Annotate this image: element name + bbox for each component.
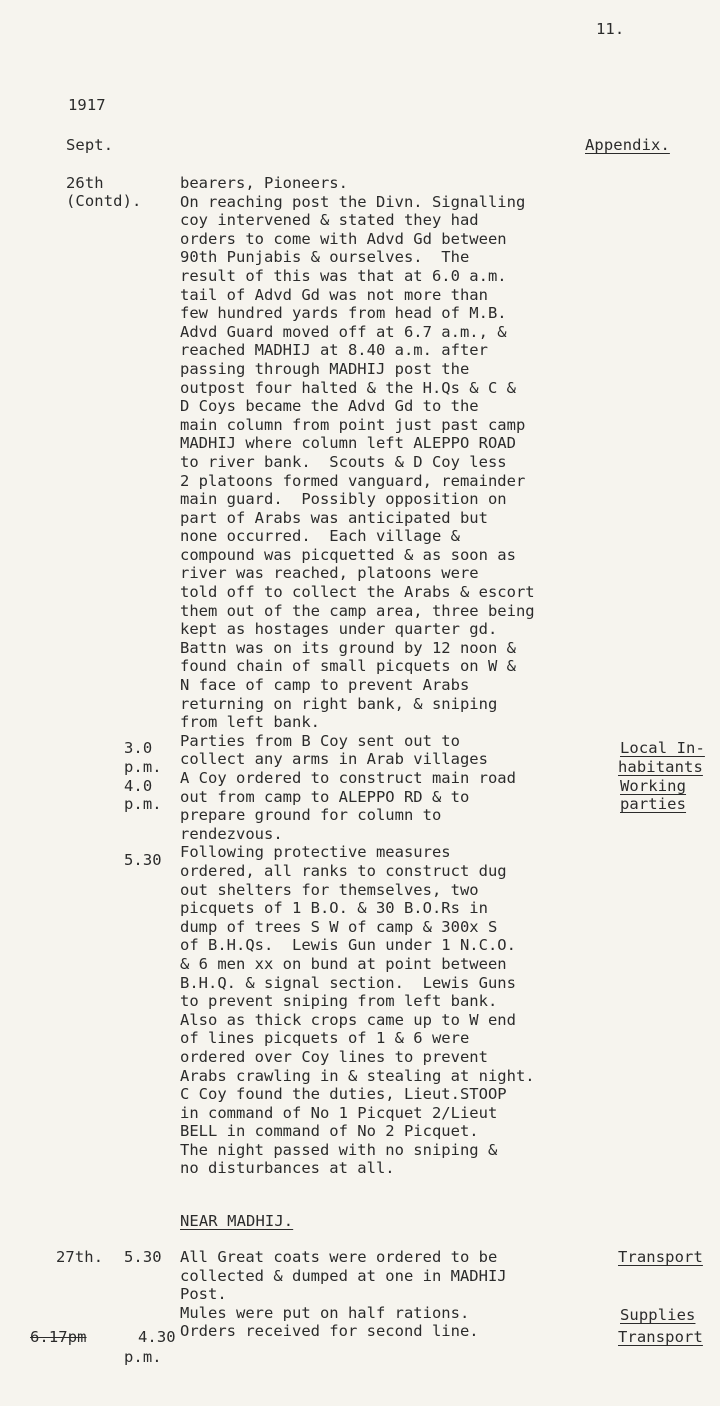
appendix-heading: Appendix. [585, 136, 670, 154]
body-line: Also as thick crops came up to W end [180, 1010, 516, 1029]
body-line: no disturbances at all. [180, 1159, 395, 1178]
body-line: main guard. Possibly opposition on [180, 490, 507, 509]
body-line: ordered, all ranks to construct dug [180, 861, 507, 880]
body-line: result of this was that at 6.0 a.m. [180, 266, 507, 285]
body-line: Parties from B Coy sent out to [180, 731, 460, 750]
diary-body [180, 174, 535, 1178]
body-line: picquets of 1 B.O. & 30 B.O.Rs in [180, 899, 488, 918]
year: 1917 [68, 96, 106, 114]
body-line: collected & dumped at one in MADHIJ [180, 1266, 507, 1285]
body-line: reached MADHIJ at 8.40 a.m. after [180, 341, 488, 360]
diary-body-27th [180, 1248, 507, 1341]
body-line: none occurred. Each village & [180, 527, 460, 546]
body-line: of B.H.Qs. Lewis Gun under 1 N.C.O. [180, 936, 516, 955]
margin-local-inhabitants-2: habitants [618, 758, 703, 776]
body-line: kept as hostages under quarter gd. [180, 620, 498, 639]
body-line: compound was picquetted & as soon as [180, 545, 516, 564]
body-line: passing through MADHIJ post the [180, 359, 470, 378]
time-4-0: 4.0 [124, 777, 153, 795]
body-line: 2 platoons formed vanguard, remainder [180, 471, 526, 490]
body-line: of lines picquets of 1 & 6 were [180, 1029, 470, 1048]
body-line: Following protective measures [180, 843, 451, 862]
body-line: B.H.Q. & signal section. Lewis Guns [180, 973, 516, 992]
body-line: to prevent sniping from left bank. [180, 992, 498, 1011]
body-line: in command of No 1 Picquet 2/Lieut [180, 1103, 498, 1122]
body-line: Orders received for second line. [180, 1322, 479, 1341]
body-line: coy intervened & stated they had [180, 211, 479, 230]
body-line: On reaching post the Divn. Signalling [180, 192, 526, 211]
body-line: told off to collect the Arabs & escort [180, 583, 535, 602]
time-5-30: 5.30 [124, 851, 162, 869]
body-line: MADHIJ where column left ALEPPO ROAD [180, 434, 516, 453]
body-line: All Great coats were ordered to be [180, 1248, 498, 1266]
time-4-30: 4.30 [138, 1328, 176, 1346]
body-line: N face of camp to prevent Arabs [180, 676, 470, 695]
body-line: D Coys became the Advd Gd to the [180, 397, 479, 416]
month: Sept. [66, 136, 114, 154]
body-line: to river bank. Scouts & D Coy less [180, 452, 507, 471]
body-line: out shelters for themselves, two [180, 880, 479, 899]
body-line: The night passed with no sniping & [180, 1140, 498, 1159]
body-line: Mules were put on half rations. [180, 1303, 470, 1322]
body-line: C Coy found the duties, Lieut.STOOP [180, 1085, 507, 1104]
body-line: A Coy ordered to construct main road [180, 769, 516, 787]
body-line: prepare ground for column to [180, 806, 442, 825]
body-line: part of Arabs was anticipated but [180, 508, 488, 527]
body-line: Arabs crawling in & stealing at night. [180, 1066, 535, 1085]
date-contd: (Contd). [66, 192, 142, 210]
body-line: 90th Punjabis & ourselves. The [180, 248, 470, 267]
date-27th: 27th. [56, 1248, 104, 1266]
body-line: few hundred yards from head of M.B. [180, 304, 507, 323]
body-line: found chain of small picquets on W & [180, 657, 516, 676]
body-line: main column from point just past camp [180, 415, 526, 434]
margin-supplies: Supplies [620, 1306, 696, 1324]
body-line: river was reached, platoons were [180, 564, 479, 583]
body-line: returning on right bank, & sniping [180, 694, 498, 713]
body-line: BELL in command of No 2 Picquet. [180, 1122, 479, 1141]
body-line: bearers, Pioneers. [180, 174, 348, 192]
page-number: 11. [596, 20, 625, 38]
body-line: Battn was on its ground by 12 noon & [180, 638, 516, 657]
body-line: Advd Guard moved off at 6.7 a.m., & [180, 322, 507, 341]
margin-transport-1: Transport [618, 1248, 703, 1266]
time-5-30-b: 5.30 [124, 1248, 162, 1266]
struck-time: 6.17pm [30, 1328, 87, 1346]
margin-working-parties-1: Working [620, 777, 687, 795]
body-line: collect any arms in Arab villages [180, 750, 488, 769]
time-4-0-pm: p.m. [124, 795, 162, 813]
section-heading-near-madhij: NEAR MADHIJ. [180, 1212, 294, 1230]
time-4-30-pm: p.m. [124, 1348, 162, 1366]
time-3-0: 3.0 [124, 739, 153, 757]
margin-working-parties-2: parties [620, 795, 687, 813]
margin-transport-2: Transport [618, 1328, 703, 1346]
margin-local-inhabitants-1: Local In- [620, 739, 705, 757]
time-3-0-pm: p.m. [124, 758, 162, 776]
body-line: tail of Advd Gd was not more than [180, 285, 488, 304]
body-line: rendezvous. [180, 824, 283, 843]
body-line: dump of trees S W of camp & 300x S [180, 917, 498, 936]
date-26th: 26th [66, 174, 104, 192]
body-line: orders to come with Advd Gd between [180, 229, 507, 248]
body-line: outpost four halted & the H.Qs & C & [180, 378, 516, 397]
body-line: them out of the camp area, three being [180, 601, 535, 620]
body-line: & 6 men xx on bund at point between [180, 954, 507, 973]
body-line: from left bank. [180, 713, 320, 732]
body-line: Post. [180, 1285, 227, 1304]
body-line: out from camp to ALEPPO RD & to [180, 787, 470, 806]
body-line: ordered over Coy lines to prevent [180, 1047, 488, 1066]
